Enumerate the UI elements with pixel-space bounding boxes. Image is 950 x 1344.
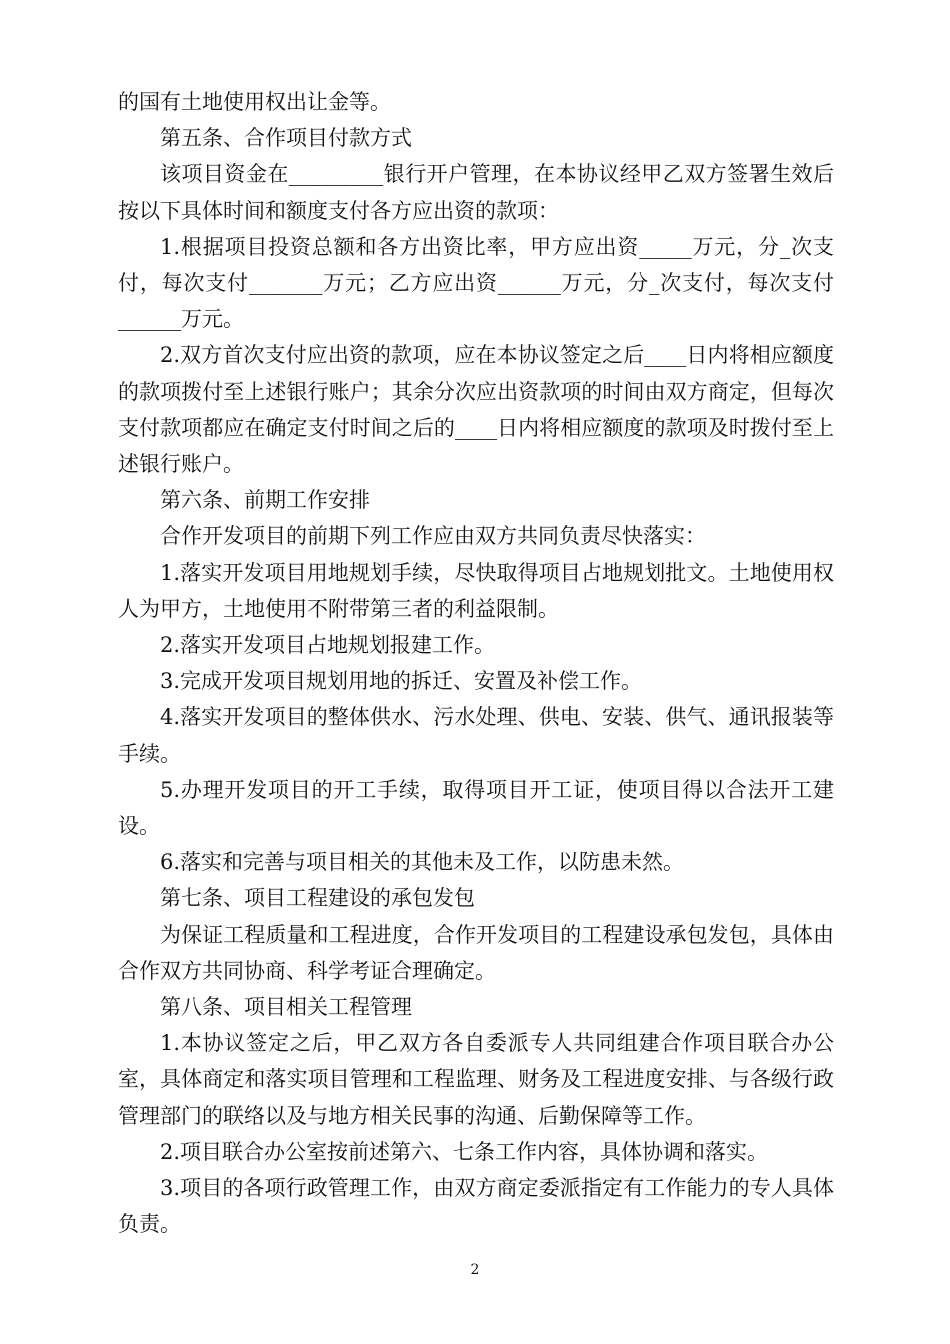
- document-body: [118, 84, 834, 1243]
- paragraph: 第五条、合作项目付款方式: [160, 126, 412, 151]
- paragraph: 1.根据项目投资总额和各方出资比率，甲方应出资_____万元，分_次支付，每次支付_______万元；乙方应出资______万元，分_次支付，每次支付______万元。: [118, 234, 834, 332]
- paragraph: 该项目资金在_________银行开户管理，在本协议经甲乙双方签署生效后按以下具体时间和额度支付各方应出资的款项：: [118, 162, 834, 223]
- paragraph: 4.落实开发项目的整体供水、污水处理、供电、安装、供气、通讯报装等手续。: [118, 705, 834, 766]
- paragraph: 第八条、项目相关工程管理: [160, 995, 412, 1020]
- paragraph: 6.落实和完善与项目相关的其他未及工作，以防患未然。: [160, 850, 685, 875]
- paragraph: 5.办理开发项目的开工手续，取得项目开工证，使项目得以合法开工建设。: [118, 777, 834, 839]
- paragraph: 的国有土地使用权出让金等。: [118, 90, 391, 114]
- paragraph: 为保证工程质量和工程进度，合作开发项目的工程建设承包发包，具体由合作双方共同协商、科学考证合理确定。: [118, 922, 834, 983]
- paragraph: 合作开发项目的前期下列工作应由双方共同负责尽快落实：: [160, 524, 706, 549]
- paragraph: 3.完成开发项目规划用地的拆迁、安置及补偿工作。: [160, 669, 643, 694]
- paragraph: 2.落实开发项目占地规划报建工作。: [160, 633, 496, 658]
- paragraph: 1.本协议签定之后，甲乙双方各自委派专人共同组建合作项目联合办公室，具体商定和落实项目管理和工程监理、财务及工程进度安排、与各级行政管理部门的联络以及与地方相关民事的沟通、后勤保障等工作。: [118, 1031, 834, 1128]
- paragraph: 2.项目联合办公室按前述第六、七条工作内容，具体协调和落实。: [160, 1139, 769, 1164]
- paragraph: 3.项目的各项行政管理工作，由双方商定委派指定有工作能力的专人具体负责。: [118, 1176, 834, 1237]
- paragraph: 第七条、项目工程建设的承包发包: [160, 886, 475, 911]
- paragraph: 1.落实开发项目用地规划手续，尽快取得项目占地规划批文。土地使用权人为甲方，土地使用不附带第三者的利益限制。: [118, 560, 834, 621]
- paragraph: 2.双方首次支付应出资的款项，应在本协议签定之后____日内将相应额度的款项拨付至上述银行账户；其余分次应出资款项的时间由双方商定，但每次支付款项都应在确定支付时间之后的____日内将相应额度的款项及时拨付至上述银行账户。: [118, 343, 834, 477]
- paragraph: 第六条、前期工作安排: [160, 488, 370, 513]
- page-number: 2: [470, 1262, 480, 1278]
